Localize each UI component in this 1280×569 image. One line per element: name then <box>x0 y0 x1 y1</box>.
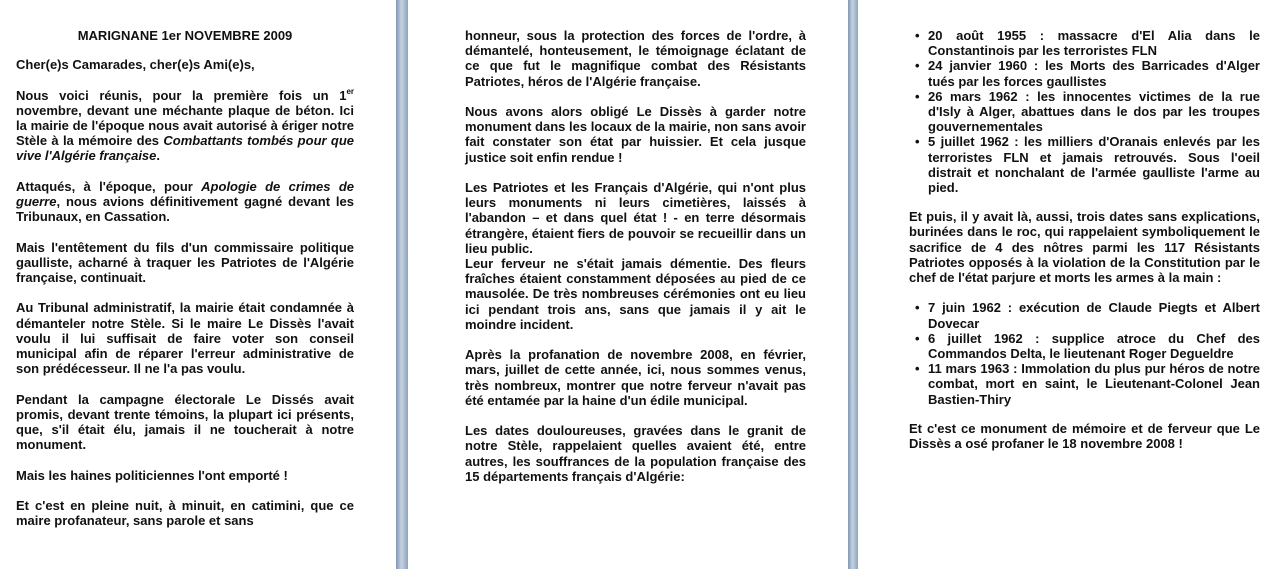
list-item: • 11 mars 1963 : Immolation du plus pur héros de notre combat, mort en saint, le Lieutenant-Colonel Jean Bastien-Thiry <box>915 361 1260 407</box>
list-item: • 26 mars 1962 : les innocentes victimes de la rue d'Isly à Alger, abattues dans le dos par les troupes gouvernementales <box>915 88 1260 135</box>
paragraph: Nous voici réunis, pour la première fois un 1er novembre, devant une méchante plaque de béton. Ici la mairie de l'époque nous avait autorisé à ériger notre Stèle à la mémoire des Combattants tombés pour que vive l'Algérie française. <box>16 86 354 164</box>
document-title: MARIGNANE 1er NOVEMBRE 2009 <box>77 28 293 43</box>
paragraph: Et c'est ce monument de mémoire et de ferveur que Le Dissès a osé profaner le 18 novembre 2008 ! <box>909 420 1260 452</box>
paragraph: Leur ferveur ne s'était jamais démentie. Des fleurs fraîches étaient constamment déposées au pied de ce mausolée. De très nombreuses cérémonies ont eu lieu ici pendant trois ans, sans que jamais il y ait le moindre incident. <box>465 256 806 332</box>
list-item: • 6 juillet 1962 : supplice atroce du Chef des Commandos Delta, le lieutenant Roger Degueldre <box>915 330 1260 362</box>
paragraph: honneur, sous la protection des forces de l'ordre, à démantelé, honteusement, le témoignage éclatant de ce que fut le magnifique combat des Résistants Patriotes, héros de l'Algérie française. <box>465 28 806 89</box>
paragraph: Pendant la campagne électorale Le Dissés avait promis, devant trente témoins, la plupart ici présents, que, s'il était élu, jamais il ne toucherait à notre monument. <box>16 391 354 453</box>
list-item: • 5 juillet 1962 : les milliers d'Oranais enlevés par les terroristes FLN et jamais retrouvés. Sous l'oeil distrait et nonchalant de l'armée gaulliste l'arme au pied. <box>915 134 1260 196</box>
paragraph: Au Tribunal administratif, la mairie était condamnée à démanteler notre Stèle. Si le maire Le Dissès l'avait voulu il lui suffisait de faire voter son conseil municipal afin de réparer l'erreur administrative de son prédécesseur. Il ne l'a pas voulu. <box>16 300 354 377</box>
bullet-icon: • <box>915 330 920 346</box>
paragraph: Et puis, il y avait là, aussi, trois dates sans explications, burinées dans le roc, qui rappelaient symboliquement le sacrifice de 4 des nôtres parmi les 117 Résistants Patriotes opposés à la violation de la Constitution par le chef de l'état parjure et morts les armes à la main : <box>909 209 1260 286</box>
bullet-icon: • <box>915 88 920 104</box>
paragraph: Après la profanation de novembre 2008, en février, mars, juillet de cette année, ici, nous sommes venus, très nombreux, montrer que notre ferveur n'avait pas été entamée par la haine d'un édile municipal. <box>465 347 806 408</box>
paragraph: Nous avons alors obligé Le Dissès à garder notre monument dans les locaux de la mairie, non sans avoir fait constater son état par huissier. Et cela jusque justice soit enfin rendue ! <box>465 104 806 165</box>
page-gutter <box>396 0 408 569</box>
page-gutter <box>848 0 858 569</box>
dates-list <box>909 300 1260 406</box>
list-item: • 24 janvier 1960 : les Morts des Barricades d'Alger tués par les forces gaullistes <box>915 58 1260 89</box>
paragraph: Mais l'entêtement du fils d'un commissaire politique gaulliste, acharné à traquer les Patriotes de l'Algérie française, continuait. <box>16 239 354 285</box>
list-item: • 7 juin 1962 : exécution de Claude Piegts et Albert Dovecar <box>915 300 1260 331</box>
greeting: Cher(e)s Camarades, cher(e)s Ami(e)s, <box>16 57 255 73</box>
paragraph: Attaqués, à l'époque, pour Apologie de crimes de guerre, nous avions définitivement gagné devant les Tribunaux, en Cassation. <box>16 178 355 225</box>
list-item: • 20 août 1955 : massacre d'El Alia dans le Constantinois par les terroristes FLN <box>915 28 1260 59</box>
bullet-icon: • <box>915 28 920 43</box>
document-page-3 <box>858 0 1280 569</box>
document-page-1 <box>0 0 396 569</box>
paragraph: Et c'est en pleine nuit, à minuit, en catimini, que ce maire profanateur, sans parole et sans <box>16 497 354 529</box>
paragraph: Mais les haines politiciennes l'ont emporté ! <box>16 467 288 483</box>
document-page-2 <box>408 0 848 569</box>
dates-list <box>909 28 1260 195</box>
bullet-icon: • <box>915 134 920 150</box>
bullet-icon: • <box>915 300 920 316</box>
paragraph: Les dates douloureuses, gravées dans le granit de notre Stèle, rappelaient quelles avaient été, entre autres, les souffrances de la population française des 15 départements français d'Algérie: <box>465 423 806 484</box>
bullet-icon: • <box>915 58 920 74</box>
paragraph: Les Patriotes et les Français d'Algérie, qui n'ont plus leurs monuments ni leurs cimetières, laissés à l'abandon – et dans quel état ! - en terre désormais étrangère, étaient fiers de pouvoir se recueillir dans un lieu public. <box>465 180 806 256</box>
bullet-icon: • <box>915 361 920 377</box>
